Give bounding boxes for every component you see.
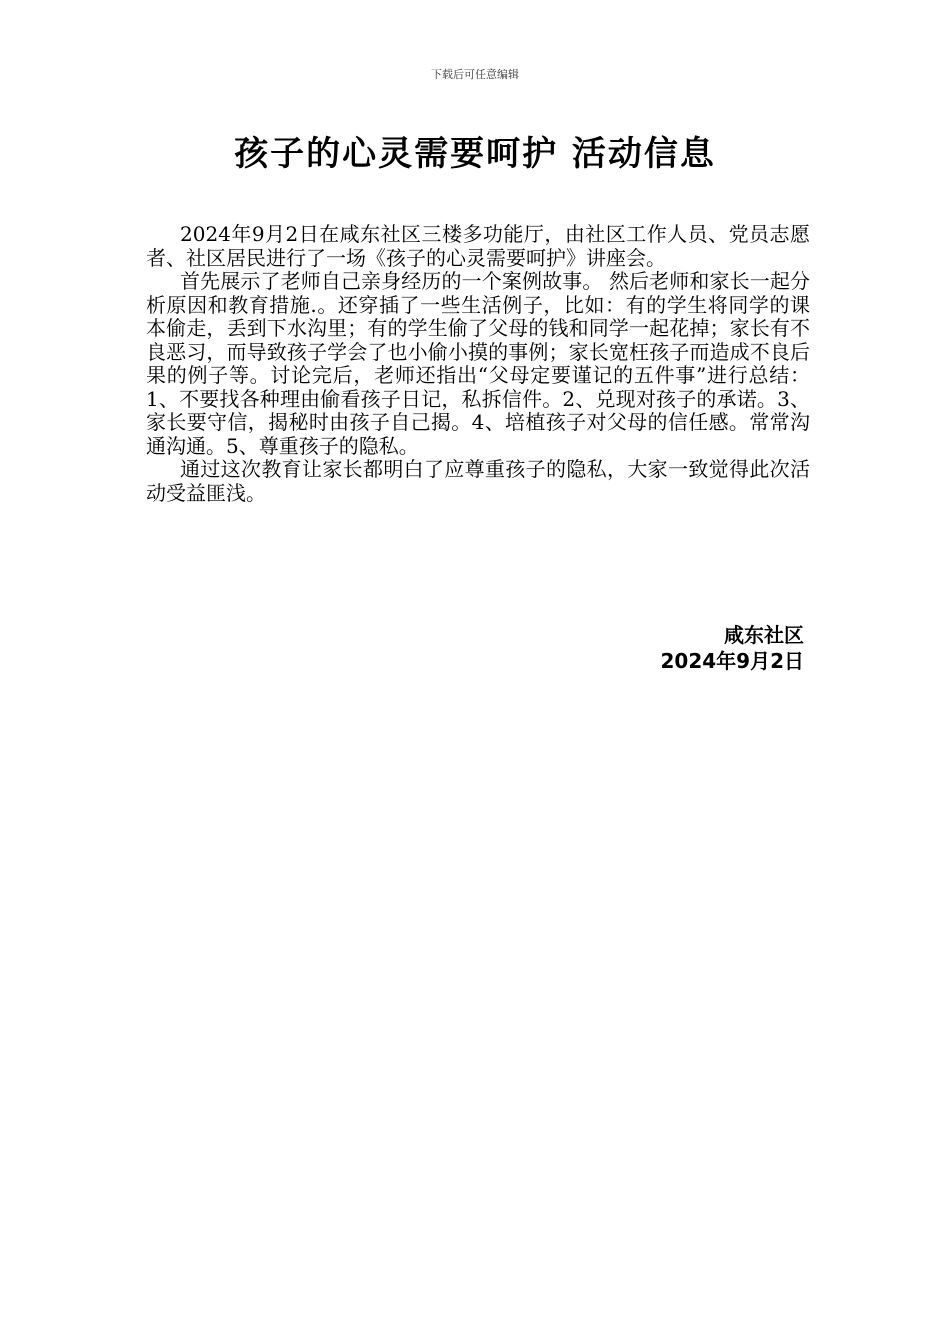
- paragraph-intro: 2024年9月2日在咸东社区三楼多功能厅，由社区工作人员、党员志愿者、社区居民进行了一场《孩子的心灵需要呵护》讲座会。: [146, 222, 810, 270]
- header-note: 下载后可任意编辑: [431, 68, 519, 81]
- document-body: [146, 223, 810, 505]
- signature-organization: 咸东社区: [724, 623, 804, 647]
- signature-block: [560, 622, 804, 674]
- paragraph-conclusion: 通过这次教育让家长都明白了应尊重孩子的隐私，大家一致觉得此次活动受益匪浅。: [146, 457, 810, 505]
- document-title: 孩子的心灵需要呵护 活动信息: [234, 134, 716, 174]
- paragraph-content: 首先展示了老师自己亲身经历的一个案例故事。 然后老师和家长一起分析原因和教育措施.。还穿插了一些生活例子，比如：有的学生将同学的课本偷走，丢到下水沟里；有的学生偷了父母的钱和同学一起花掉；家长有不良恶习，而导致孩子学会了也小偷小摸的事例；家长宽枉孩子而造成不良后果的例子等。讨论完后，老师还指出“父母定要谨记的五件事”进行总结：1、不要找各种理由偷看孩子日记，私拆信件。2、兑现对孩子的承诺。3、家长要守信，揭秘时由孩子自己揭。4、培植孩子对父母的信任感。常常沟通沟通。5、尊重孩子的隐私。: [146, 269, 810, 458]
- signature-date: 2024年9月2日: [660, 649, 804, 673]
